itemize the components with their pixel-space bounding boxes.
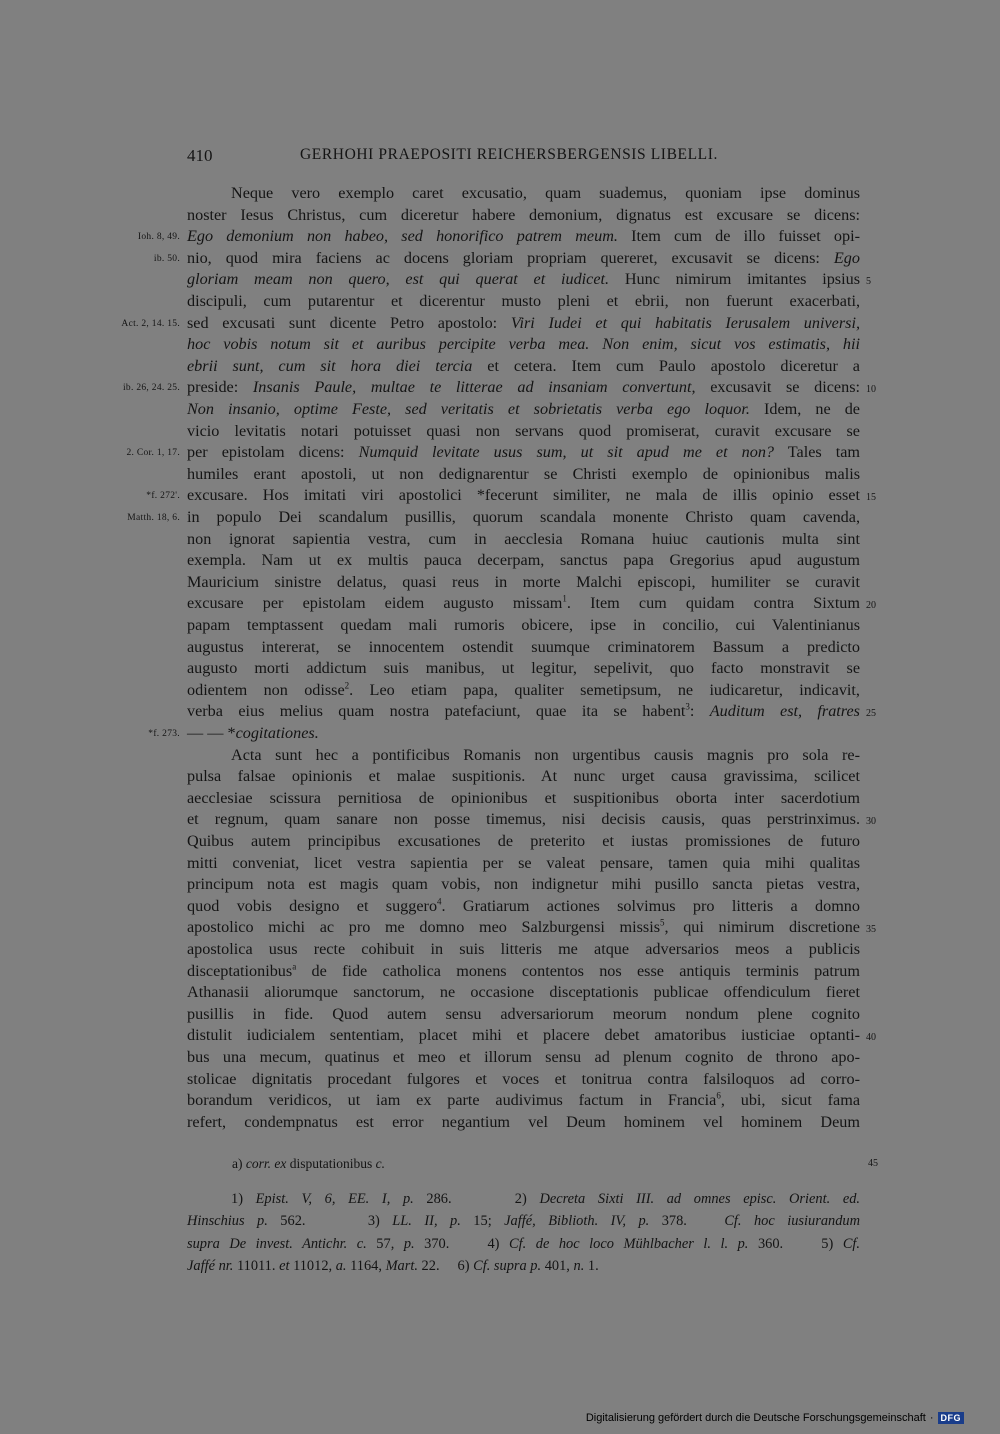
text-line: nio, quod mira faciens ac docens gloriam propriam quereret, excusavit se dicens: Ego xyxy=(187,248,860,267)
margin-reference: Act. 2, 14. 15. xyxy=(121,318,180,329)
text-line: principum nota est magis quam vobis, non indignetur mihi pusillo sancta pietas vestra, xyxy=(187,875,860,894)
line-number: 25 xyxy=(866,708,876,720)
text-line: excusare. Hos imitati viri apostolici *fecerunt similiter, ne mala de illis opinio esset xyxy=(187,486,860,505)
margin-reference: ib. 50. xyxy=(153,253,180,264)
running-header xyxy=(187,146,860,170)
line-number: 5 xyxy=(866,276,871,288)
line-number: 15 xyxy=(866,492,876,504)
footnote-line: supra De invest. Antichr. c. 57, p. 370. 4) Cf. de hoc loco Mühlbacher l. l. p. 360. 5) Cf. xyxy=(187,1235,861,1252)
credit-separator: · xyxy=(929,1412,934,1424)
text-line: disceptationibus$^a$ de fide catholica monens contentos nos esse antiquis terminis patrum xyxy=(187,961,860,980)
text-line: — — *cogitationes. xyxy=(187,724,319,742)
text-line: refert, condempnatus est error negantium vel Deum hominem vel hominem Deum xyxy=(187,1112,860,1131)
margin-reference: ib. 26, 24. 25. xyxy=(122,383,180,394)
text-line: aecclesiae scissura pernitiosa de opinionibus et suspitionibus oborta inter sacerdotium xyxy=(187,788,860,807)
text-line: papam temptassent quedam mali rumoris obicere, ipse in concilio, cui Valentinianus xyxy=(187,616,860,634)
line-number: 35 xyxy=(866,924,876,936)
critical-apparatus-note: a) corr. ex disputationibus c. xyxy=(232,1156,386,1171)
text-line: in populo Dei scandalum pusillis, quorum scandala monente Christo quam cavenda, xyxy=(187,508,860,526)
line-number: 40 xyxy=(866,1032,876,1044)
text-line: borandum veridicos, ut iam ex parte audivimus factum in Francia$^6$, ubi, sicut fama xyxy=(187,1090,861,1110)
dfg-logo: DFG xyxy=(938,1412,965,1424)
text-line: stolicae dignitatis procedant fulgores et voces et tonitrua contra falsiloquos ad corro- xyxy=(187,1069,860,1088)
text-line: Ego demonium non habeo, sed honorifico patrem meum. Item cum de illo fuisset opi- xyxy=(187,227,860,246)
footnote-line: Hinschius p. 562. 3) LL. II, p. 15; Jaffé, Biblioth. IV, p. 378. Cf. hoc iusiurandum xyxy=(187,1213,860,1230)
text-line: distulit iudicialem sententiam, placet mihi et placere debet amatoribus iusticiae optanti- xyxy=(187,1026,860,1045)
page-number: 410 xyxy=(187,146,213,165)
text-line: preside: Insanis Paule, multae te litterae ad insaniam convertunt, excusavit se dicens: xyxy=(187,378,860,397)
margin-reference: Ioh. 8, 49. xyxy=(137,232,180,243)
margin-reference: 2. Cor. 1, 17. xyxy=(126,448,180,459)
text-line: augustus intererat, se innocentem ostendit suumque criminatorem Bassum a predicto xyxy=(187,637,860,656)
text-line: gloriam meam non quero, est qui querat et iudicet. Hunc nimirum imitantes ipsius xyxy=(187,270,860,289)
text-line: apostolica usus recte cohibuit in suis litteris me atque adversarios meos a publicis xyxy=(187,940,860,958)
text-line: hoc vobis notum sit et auribus percipite verba mea. Non enim, sicut vos estimatis, hii xyxy=(187,335,860,354)
text-line: et regnum, quam sanare non posse timemus, nisi decisis causis, quas perstrinximus. xyxy=(187,810,860,829)
text-line: Acta sunt hec a pontificibus Romanis non urgentibus causis magnis pro sola re- xyxy=(231,745,860,764)
text-line: augusto morti addictum suis manibus, ut legitur, sepelivit, quo facto monstravit se xyxy=(187,659,860,678)
text-line: pulsa falsae opinionis et malae suspitionis. At nunc urget causa gravissima, scilicet xyxy=(187,767,860,786)
funding-credit xyxy=(586,1412,964,1424)
margin-reference: *f. 273. xyxy=(148,729,180,739)
line-number: 30 xyxy=(866,816,876,828)
running-title: GERHOHI PRAEPOSITI REICHERSBERGENSIS LIBELLI. xyxy=(300,146,718,163)
text-line: Athanasii aliorumque sanctorum, ne occasione disceptationis publicae offendiculum fieret xyxy=(187,983,860,1002)
credit-text: Digitalisierung gefördert durch die Deutsche Forschungsgemeinschaft xyxy=(585,1412,926,1424)
text-line: humiles erant apostoli, ut non dedignarentur se Christi exemplo de opinionibus malis xyxy=(187,464,860,483)
text-line: apostolico michi ac pro me domno meo Salzburgensi missis$^5$, qui nimirum discretione xyxy=(187,918,860,937)
footnote-line: 1) Epist. V, 6, EE. I, p. 286. 2) Decreta Sixti III. ad omnes episc. Orient. ed. xyxy=(231,1191,860,1207)
text-line: sed excusati sunt dicente Petro apostolo: Viri Iudei et qui habitatis Ierusalem universi, xyxy=(187,313,860,332)
text-line: odientem non odisse$^2$. Leo etiam papa, qualiter semetipsum, ne iudicaretur, indicavit, xyxy=(187,680,860,699)
margin-reference: *f. 272'. xyxy=(146,491,180,502)
text-line: non ignorat sapientia vestra, cum in aecclesia Romana huiuc cautionis multa sint xyxy=(187,529,860,548)
text-line: discipuli, cum putarentur et dicerentur musto pleni et ebrii, non fuerunt exacerbati, xyxy=(187,292,860,310)
text-line: Quibus autem principibus excusationes de preterito et iustas promissiones de futuro xyxy=(187,832,860,850)
text-line: noster Iesus Christus, cum diceretur habere demonium, dignatus est excusare se dicens: xyxy=(187,205,860,224)
text-line: mitti conveniat, licet vestra sapientia per se valeat pensare, tamen quia mihi qualitas xyxy=(187,853,860,872)
text-line: verba eius melius quam nostra patefaciunt, quae ita se habent$^3$: Auditum est, fratres xyxy=(187,702,860,721)
footnote-line: Jaffé nr. 11011. et 11012, a. 1164, Mart. 22. 6) Cf. supra p. 401, n. 1. xyxy=(187,1258,599,1275)
apparatus-line-number: 45 xyxy=(868,1158,878,1169)
margin-reference: Matth. 18, 6. xyxy=(127,513,180,523)
text-line: bus una mecum, quatinus et meo et illorum sensu ad plenum cognito de throno apo- xyxy=(187,1048,860,1066)
line-number: 10 xyxy=(866,384,876,396)
text-line: per epistolam dicens: Numquid levitate usus sum, ut sit apud me et non? Tales tam xyxy=(187,443,861,462)
text-line: ebrii sunt, cum sit hora diei tercia et cetera. Item cum Paulo apostolo diceretur a xyxy=(187,356,860,375)
text-line: Mauricium sinistre delatus, quasi reus in morte Malchi episcopi, humiliter se curavit xyxy=(187,572,860,591)
text-line: Non insanio, optime Feste, sed veritatis et sobrietatis verba ego loquor. Idem, ne de xyxy=(187,400,860,418)
text-line: excusare per epistolam eidem augusto missam$^1$. Item cum quidam contra Sixtum xyxy=(187,594,860,613)
text-line: pusillis in fide. Quod autem sensu adversariorum meorum nondum plene cognito xyxy=(187,1004,860,1023)
text-line: exempla. Nam ut ex multis pauca decerpam, sanctus papa Gregorius apud augustum xyxy=(187,551,860,570)
line-number: 20 xyxy=(866,600,876,612)
text-line: vicio levitatis notari potuisset quasi non servans quod promiserat, curavit excusare se xyxy=(187,421,860,440)
text-line: Neque vero exemplo caret excusatio, quam suademus, quoniam ipse dominus xyxy=(231,184,860,202)
text-line: quod vobis designo et suggero$^4$. Gratiarum actiones solvimus pro litteris a domno xyxy=(187,896,860,915)
